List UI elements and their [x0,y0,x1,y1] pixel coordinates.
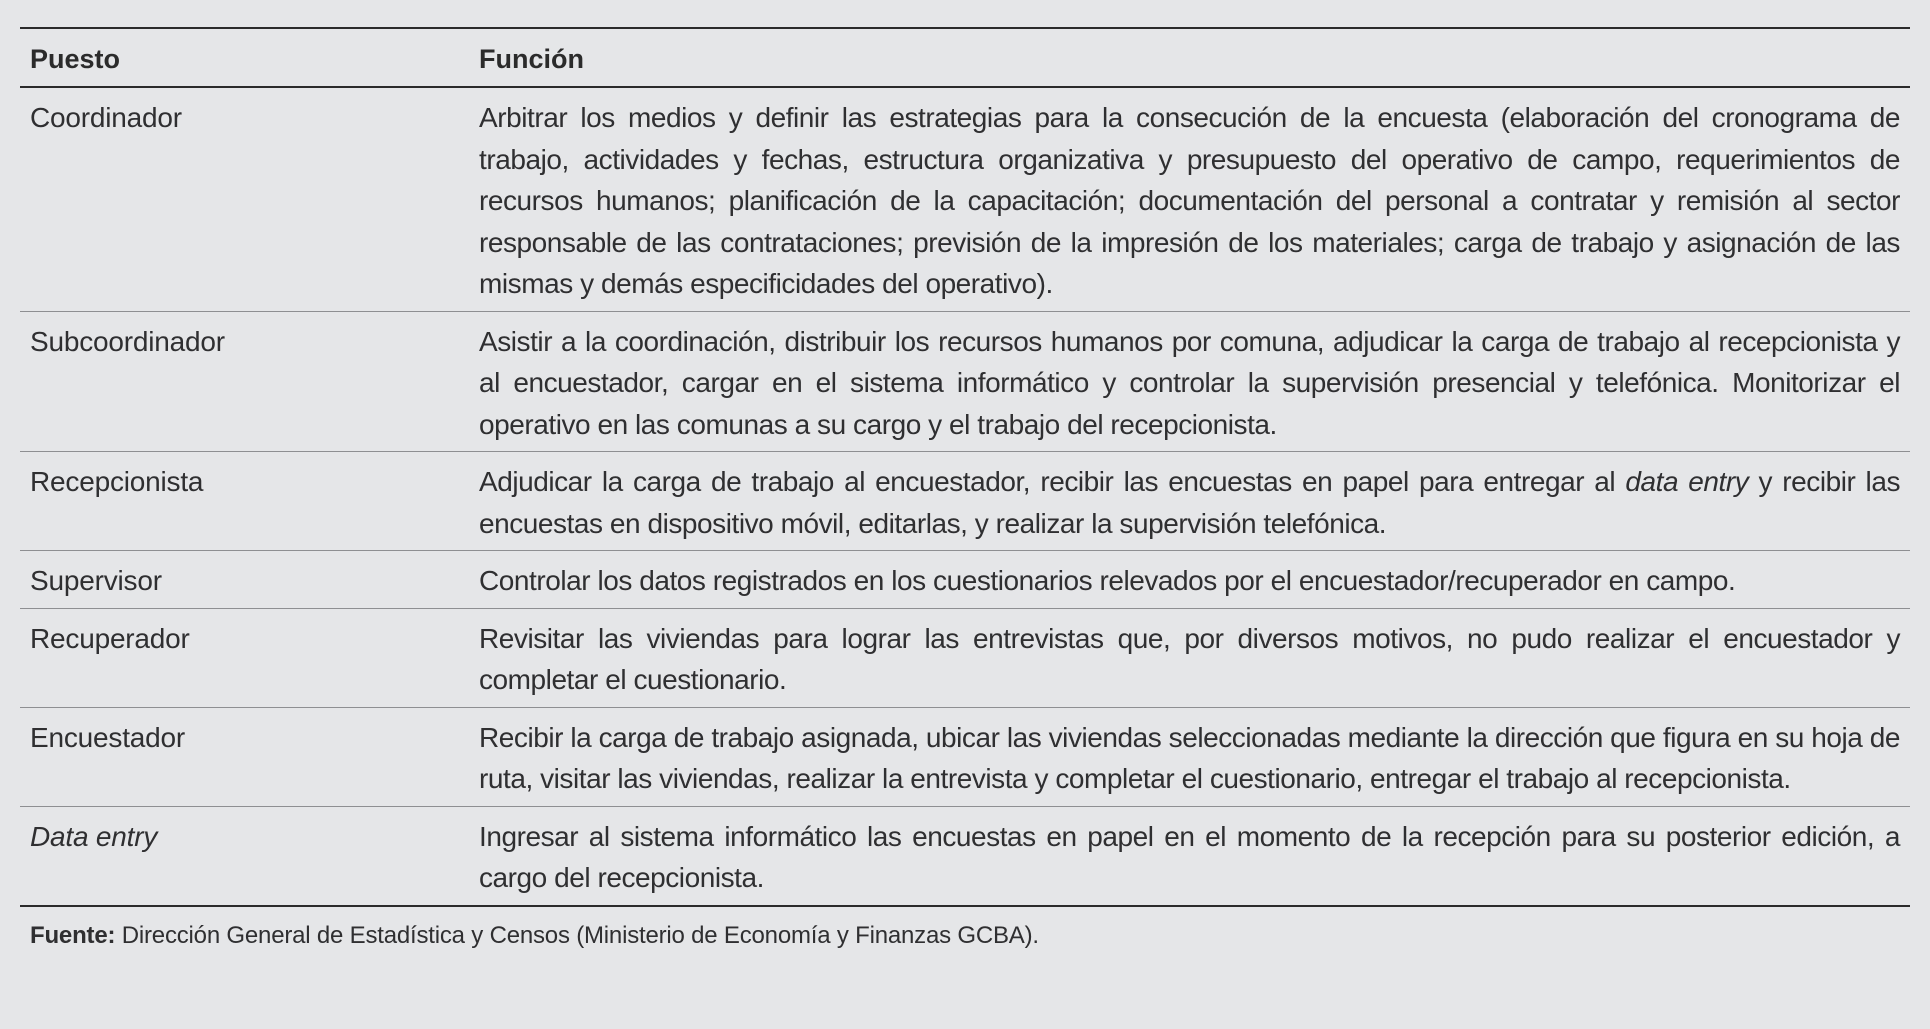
funcion-cell: Asistir a la coordinación, distribuir los recursos humanos por comuna, adjudicar la carga de trabajo al recepcionista y al encuestador, cargar en el sistema informático y controlar la supervisión presencial y telefónica. Monitorizar el operativo en las comunas a su cargo y el trabajo del recepcionista. [469,311,1910,452]
source-label: Fuente: [30,921,116,949]
funcion-italic-term: data entry [1625,466,1749,497]
funcion-cell: Controlar los datos registrados en los cuestionarios relevados por el encuestador/recuperador en campo. [469,551,1910,609]
puesto-cell: Supervisor [20,551,469,609]
table-row [20,87,1910,311]
funcion-cell: Recibir la carga de trabajo asignada, ubicar las viviendas seleccionadas mediante la dirección que figura en su hoja de ruta, visitar las viviendas, realizar la entrevista y completar el cuestionario, entregar el trabajo al recepcionista. [469,707,1910,806]
table-row [20,806,1910,906]
table-row [20,551,1910,609]
funcion-cell: Revisitar las viviendas para lograr las entrevistas que, por diversos motivos, no pudo realizar el encuestador y completar el cuestionario. [469,608,1910,707]
funcion-text: y recibir las encuestas en dispositivo móvil, editarlas, y realizar la supervisión telefónica. [479,466,1900,539]
table-row [20,707,1910,806]
header-funcion: Función [469,28,1910,87]
source-text: Dirección General de Estadística y Censos (Ministerio de Economía y Finanzas GCBA). [115,921,1039,949]
puesto-cell: Coordinador [20,87,469,311]
funcion-cell [469,452,1910,551]
puesto-cell: Recuperador [20,608,469,707]
header-row [20,28,1910,87]
table-body [20,87,1910,906]
funcion-text: Adjudicar la carga de trabajo al encuestador, recibir las encuestas en papel para entregar al [479,466,1626,497]
table-row [20,452,1910,551]
puesto-cell: Subcoordinador [20,311,469,452]
funcion-cell: Ingresar al sistema informático las encuestas en papel en el momento de la recepción para su posterior edición, a cargo del recepcionista. [469,806,1910,906]
table-row [20,311,1910,452]
puesto-cell: Recepcionista [20,452,469,551]
puesto-cell: Data entry [20,806,469,906]
table-header [20,28,1910,87]
header-puesto: Puesto [20,28,469,87]
table-row [20,608,1910,707]
roles-table [20,27,1910,907]
roles-table-document [20,27,1910,953]
funcion-cell: Arbitrar los medios y definir las estrategias para la consecución de la encuesta (elaboración del cronograma de trabajo, actividades y fechas, estructura organizativa y presupuesto del operativo de campo, requerimientos de recursos humanos; planificación de la capacitación; documentación del personal a contratar y remisión al sector responsable de las contrataciones; previsión de la impresión de los materiales; carga de trabajo y asignación de las mismas y demás especificidades del operativo). [469,87,1910,311]
puesto-cell: Encuestador [20,707,469,806]
source-note [20,919,1910,953]
